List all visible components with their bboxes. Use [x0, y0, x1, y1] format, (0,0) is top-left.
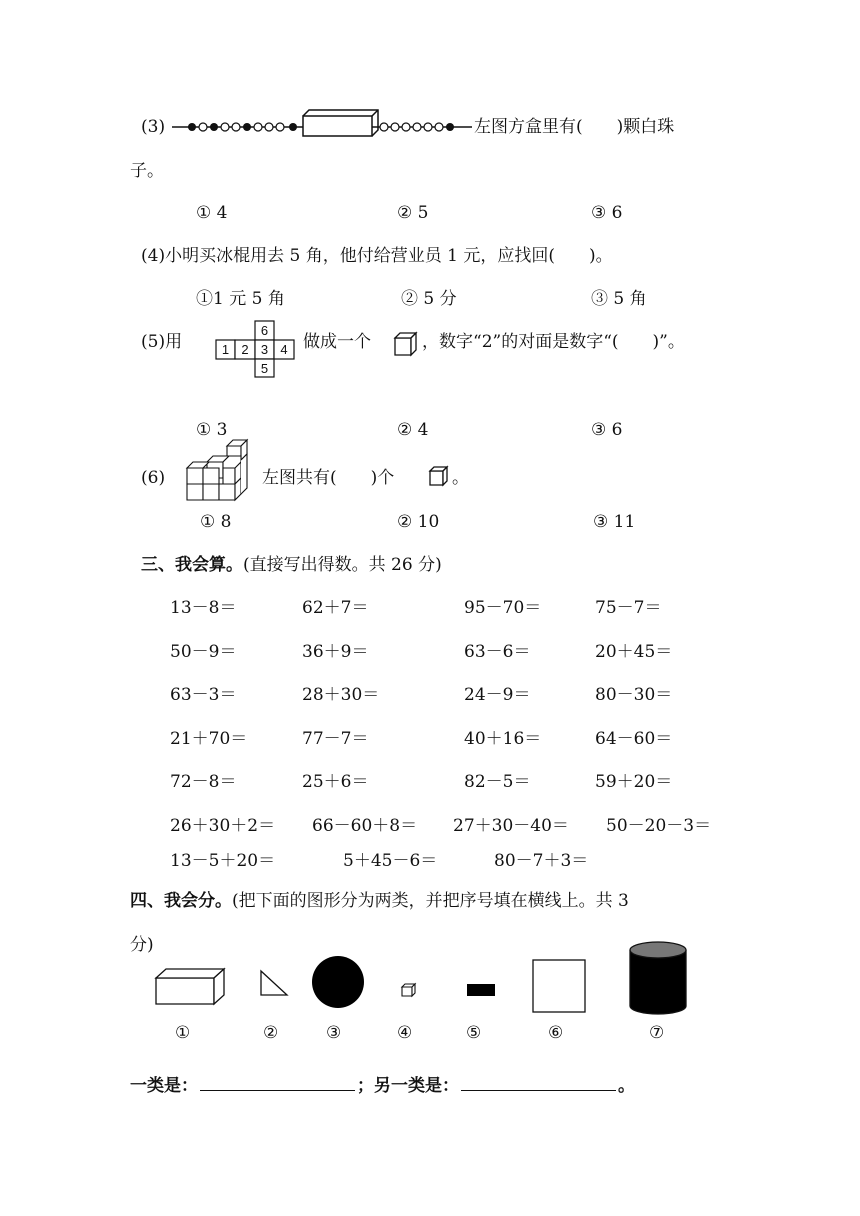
q5-option-2: ② 4	[397, 420, 429, 440]
calc-r4-c1: 21＋70＝	[170, 729, 248, 749]
calc-r2-c2: 36＋9＝	[302, 642, 369, 662]
shape-label-4: ④	[397, 1023, 413, 1043]
shape-label-5: ⑤	[466, 1023, 482, 1043]
net-face-4: 4	[280, 342, 288, 357]
q6-question-text: 左图共有( )个	[262, 468, 395, 488]
calc-r5-c2: 25＋6＝	[302, 772, 369, 792]
q3-option-2: ② 5	[397, 203, 429, 223]
calc-r2-c4: 20＋45＝	[595, 642, 673, 662]
q3-number: (3)	[141, 117, 166, 137]
calc-r5-c3: 82－5＝	[464, 772, 531, 792]
answer-separator: ；	[357, 1076, 374, 1096]
calc-r6-c3: 27＋30－40＝	[453, 816, 569, 836]
calc-r5-c4: 59＋20＝	[595, 772, 673, 792]
calc-r7-c2: 5＋45－6＝	[343, 851, 438, 871]
calc-r6-c1: 26＋30＋2＝	[170, 816, 276, 836]
shape-label-1: ①	[175, 1023, 191, 1043]
calc-r1-c3: 95－70＝	[464, 598, 542, 618]
calc-r3-c2: 28＋30＝	[302, 685, 380, 705]
q6-option-1: ① 8	[200, 512, 232, 532]
net-face-1: 1	[221, 342, 230, 357]
answer-blank-1[interactable]	[200, 1074, 355, 1091]
stacked-cubes-figure	[183, 438, 249, 504]
q3-question-text-cont: 子。	[130, 161, 164, 181]
calc-r3-c3: 24－9＝	[464, 685, 531, 705]
calc-r7-c3: 80－7＋3＝	[494, 851, 589, 871]
q6-tail-text: 。	[452, 468, 469, 488]
q5-tail-text: ，数字“2”的对面是数字“( )”。	[422, 332, 685, 352]
shape-small-cube	[400, 982, 418, 998]
q5-option-1: ① 3	[196, 420, 228, 440]
q3-option-3: ③ 6	[591, 203, 623, 223]
section4-heading: 四、我会分。	[130, 891, 232, 911]
shape-circle	[310, 954, 366, 1010]
q4-option-2: ② 5 分	[401, 289, 457, 309]
calc-r1-c1: 13－8＝	[170, 598, 237, 618]
section3-heading-line	[141, 557, 442, 574]
q4-option-3: ③ 5 角	[591, 289, 647, 309]
q5-mid-text: 做成一个	[303, 332, 371, 352]
net-face-3: 3	[260, 342, 269, 357]
cube-icon	[393, 331, 419, 357]
shape-rectangle	[466, 983, 496, 997]
bead-string-illustration	[172, 108, 472, 144]
calc-r7-c1: 13－5＋20＝	[170, 851, 276, 871]
calc-r5-c1: 72－8＝	[170, 772, 237, 792]
section4-note-cont: 分)	[130, 935, 154, 955]
answer-blank-2[interactable]	[461, 1074, 616, 1091]
q3-option-1: ① 4	[196, 203, 228, 223]
answer-label-2: 另一类是：	[374, 1076, 459, 1096]
calc-r4-c2: 77－7＝	[302, 729, 369, 749]
net-face-5: 5	[260, 361, 269, 376]
calc-r6-c4: 50－20－3＝	[606, 816, 712, 836]
calc-r1-c2: 62＋7＝	[302, 598, 369, 618]
answer-row	[130, 1071, 635, 1096]
calc-r3-c4: 80－30＝	[595, 685, 673, 705]
shape-label-2: ②	[263, 1023, 279, 1043]
q4-question-text: (4)小明买冰棍用去 5 角，他付给营业员 1 元，应找回( )。	[141, 246, 613, 266]
net-face-2: 2	[241, 342, 249, 357]
calc-r4-c4: 64－60＝	[595, 729, 673, 749]
net-face-6: 6	[260, 323, 269, 338]
shape-label-6: ⑥	[548, 1023, 564, 1043]
cube-net-diagram	[215, 320, 295, 378]
q6-number: (6)	[141, 468, 166, 488]
calc-r3-c1: 63－3＝	[170, 685, 237, 705]
q5-number: (5)用	[141, 332, 183, 352]
calc-r2-c3: 63－6＝	[464, 642, 531, 662]
shape-cylinder	[626, 940, 690, 1016]
shape-cuboid	[154, 966, 226, 1006]
q5-option-3: ③ 6	[591, 420, 623, 440]
shape-square	[531, 958, 587, 1014]
section3-note: (直接写出得数。共 26 分)	[243, 555, 442, 575]
answer-label-1: 一类是：	[130, 1076, 198, 1096]
shape-label-7: ⑦	[649, 1023, 665, 1043]
q6-option-2: ② 10	[397, 512, 440, 532]
section4-note: (把下面的图形分为两类，并把序号填在横线上。共 3	[232, 891, 629, 911]
calc-r4-c3: 40＋16＝	[464, 729, 542, 749]
section4-heading-line	[130, 893, 629, 910]
q6-option-3: ③ 11	[593, 512, 636, 532]
calc-r2-c1: 50－9＝	[170, 642, 237, 662]
small-cube-icon	[428, 465, 450, 487]
calc-r6-c2: 66－60＋8＝	[312, 816, 418, 836]
q3-question-text: 左图方盒里有( )颗白珠	[474, 117, 675, 137]
calc-r1-c4: 75－7＝	[595, 598, 662, 618]
shape-label-3: ③	[326, 1023, 342, 1043]
section3-heading: 三、我会算。	[141, 555, 243, 575]
shape-triangle	[258, 968, 290, 998]
q4-option-1: ①1 元 5 角	[196, 289, 285, 309]
answer-end: 。	[618, 1076, 635, 1096]
